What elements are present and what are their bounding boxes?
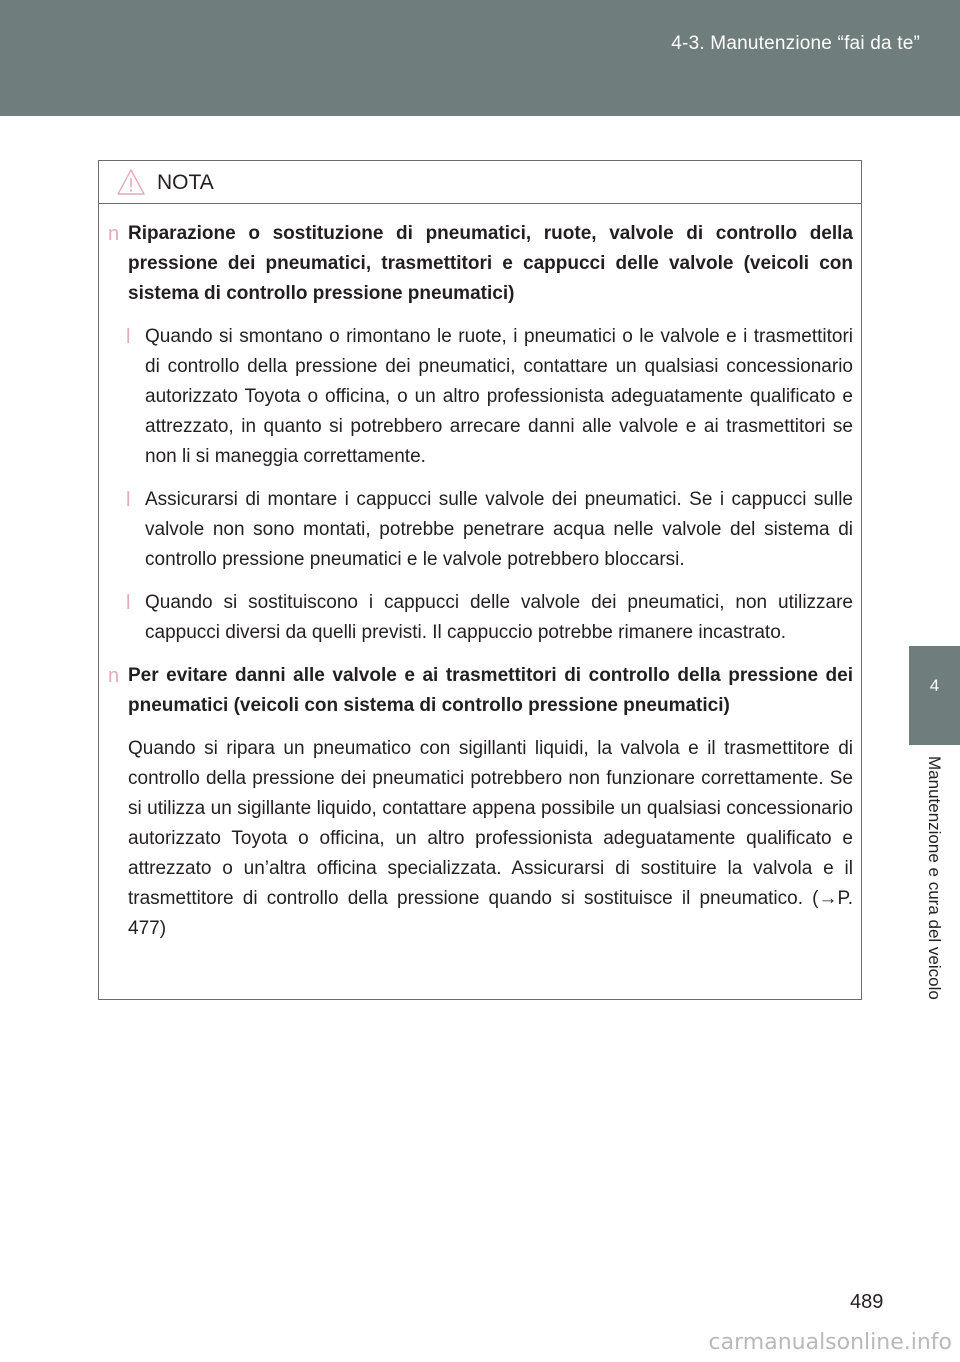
watermark: carmanualsonline.info [708,1330,952,1355]
section-marker: n [108,665,120,687]
section-heading: Per evitare danni alle valvole e ai trasmettitori di controllo della pressione dei pneumatici (veicoli con sistema di controllo pressione pneumatici) [128,665,853,716]
section-title: 4-3. Manutenzione “fai da te” [671,33,920,54]
bullet-marker: l [126,326,131,348]
warning-triangle-icon [116,168,146,196]
section-prevent-damage [99,661,861,721]
page-number: 489 [850,1291,884,1313]
bullet-marker: l [126,489,131,511]
note-header [99,161,861,204]
chapter-number: 4 [929,676,940,695]
note-content [99,203,861,944]
bullet-text: Quando si sostituiscono i cappucci delle valvole dei pneumatici, non utilizzare cappucci diversi da quelli previsti. Il cappuccio potrebbe rimanere incastrato. [145,592,853,643]
bullet-text: Assicurarsi di montare i cappucci sulle valvole dei pneumatici. Se i cappucci sulle valvole non sono montati, potrebbe penetrare acqua nelle valvole del sistema di controllo pressione pneumatici e le valvole potrebbero bloccarsi. [145,489,853,570]
section-heading: Riparazione o sostituzione di pneumatici, ruote, valvole di controllo della pressione dei pneumatici, trasmettitori e cappucci delle valvole (veicoli con sistema di controllo pressione pneumatici) [128,223,853,304]
section-marker: n [108,223,120,245]
section-repair [99,219,861,309]
section-paragraph: Quando si ripara un pneumatico con sigillanti liquidi, la valvola e il trasmettitore di controllo della pressione dei pneumatici potrebbero non funzionare correttamente. Se si utilizza un sigillante liquido, contattare appena possibile un qualsiasi concessionario autorizzato Toyota o officina, un altro professionista adeguatamente qualificato e attrezzato o un’altra officina specializzata. Assicurarsi di sostituire la valvola e il trasmettitore di controllo della pressione quando si sostituisce il pneumatico. (→P. 477) [128,738,853,939]
note-box [98,160,862,1000]
header-band [0,0,960,116]
chapter-label: Manutenzione e cura del veicolo [925,756,944,1000]
list-item [99,322,861,472]
list-item [99,588,861,648]
note-title: NOTA [157,171,214,194]
bullet-marker: l [126,592,131,614]
list-item [99,485,861,575]
bullet-text: Quando si smontano o rimontano le ruote, i pneumatici o le valvole e i trasmettitori di controllo della pressione dei pneumatici, contattare un qualsiasi concessionario autorizzato Toyota o officina, o un altro professionista adeguatamente qualificato e attrezzato, in quanto si potrebbero arrecare danni alle valvole e ai trasmettitori se non li si maneggia correttamente. [145,326,853,467]
